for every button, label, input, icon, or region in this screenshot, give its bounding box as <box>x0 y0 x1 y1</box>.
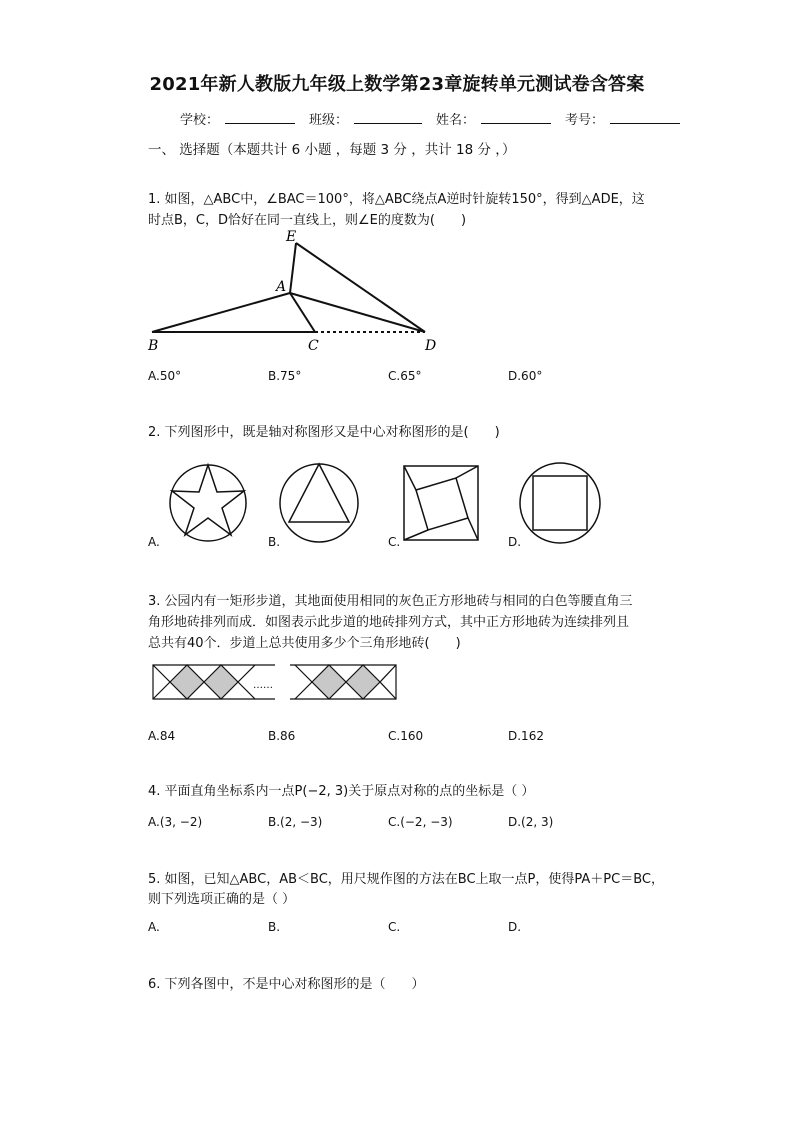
q5-option-d[interactable]: D. <box>508 920 522 934</box>
exam-no-blank[interactable] <box>610 111 680 124</box>
q5-option-c[interactable]: C. <box>388 920 401 934</box>
q1-option-c[interactable]: C.65° <box>388 369 422 383</box>
q2-figure-star-in-circle <box>165 460 251 546</box>
q3-option-d[interactable]: D.162 <box>508 729 544 743</box>
q6-text: 6. 下列各图中，不是中心对称图形的是（ ） <box>148 977 425 992</box>
label-a: A <box>276 279 287 295</box>
q1-text-line1: 1. 如图，△ABC中，∠BAC＝100°，将△ABC绕点A逆时针旋转150°，得到△ADE，这 <box>148 192 645 207</box>
q2-option-d[interactable]: D. <box>508 535 522 549</box>
q2-option-c[interactable]: C. <box>388 535 401 549</box>
q2-figure-square-in-circle <box>517 460 603 546</box>
q1-triangle-figure <box>140 225 450 360</box>
label-e: E <box>286 229 297 245</box>
q3-tile-walkway-figure <box>150 662 400 704</box>
label-c: C <box>308 338 319 354</box>
q2-option-a[interactable]: A. <box>148 535 160 549</box>
q3-text-line1: 3. 公园内有一矩形步道，其地面使用相同的灰色正方形地砖与相同的白色等腰直角三 <box>148 594 633 609</box>
q3-text-line3: 总共有40个．步道上总共使用多少个三角形地砖( ) <box>148 636 461 651</box>
walkway-ellipsis: …… <box>253 680 273 691</box>
q1-option-a[interactable]: A.50° <box>148 369 182 383</box>
name-blank[interactable] <box>481 111 551 124</box>
label-d: D <box>425 338 437 354</box>
q4-option-d[interactable]: D.(2, 3) <box>508 815 554 829</box>
q5-option-a[interactable]: A. <box>148 920 160 934</box>
q5-option-b[interactable]: B. <box>268 920 281 934</box>
q1-option-d[interactable]: D.60° <box>508 369 543 383</box>
exam-no-label: 考号： <box>565 113 605 128</box>
q2-figure-square-in-square <box>400 462 484 546</box>
q2-option-b[interactable]: B. <box>268 535 281 549</box>
class-label: 班级： <box>309 113 349 128</box>
q4-option-a[interactable]: A.(3, −2) <box>148 815 203 829</box>
q3-text-line2: 角形地砖排列而成．如图表示此步道的地砖排列方式，其中正方形地砖为连续排列且 <box>148 615 630 630</box>
label-b: B <box>148 338 159 354</box>
q3-option-a[interactable]: A.84 <box>148 729 176 743</box>
q3-option-c[interactable]: C.160 <box>388 729 424 743</box>
q1-text-line2: 时点B，C，D恰好在同一直线上，则∠E的度数为( ) <box>148 213 467 228</box>
class-blank[interactable] <box>354 111 422 124</box>
q5-text-line1: 5. 如图，已知△ABC，AB＜BC，用尺规作图的方法在BC上取一点P，使得PA＋PC＝BC， <box>148 872 664 887</box>
school-blank[interactable] <box>225 111 295 124</box>
section-heading: 一、 选择题（本题共计 6 小题 ，每题 3 分 ，共计 18 分 ，） <box>148 142 516 158</box>
student-info-row <box>180 109 680 128</box>
page-title: 2021年新人教版九年级上数学第23章旋转单元测试卷含答案 <box>149 74 645 95</box>
q4-option-b[interactable]: B.(2, −3) <box>268 815 323 829</box>
q3-option-b[interactable]: B.86 <box>268 729 296 743</box>
q4-option-c[interactable]: C.(−2, −3) <box>388 815 453 829</box>
q5-text-line2: 则下列选项正确的是（ ） <box>148 892 296 907</box>
q4-text: 4. 平面直角坐标系内一点P(−2, 3)关于原点对称的点的坐标是（ ） <box>148 784 535 799</box>
q2-text: 2. 下列图形中，既是轴对称图形又是中心对称图形的是( ) <box>148 425 500 440</box>
school-label: 学校： <box>180 113 220 128</box>
q1-option-b[interactable]: B.75° <box>268 369 302 383</box>
q2-figure-triangle-in-circle <box>276 460 362 546</box>
name-label: 姓名： <box>436 113 476 128</box>
